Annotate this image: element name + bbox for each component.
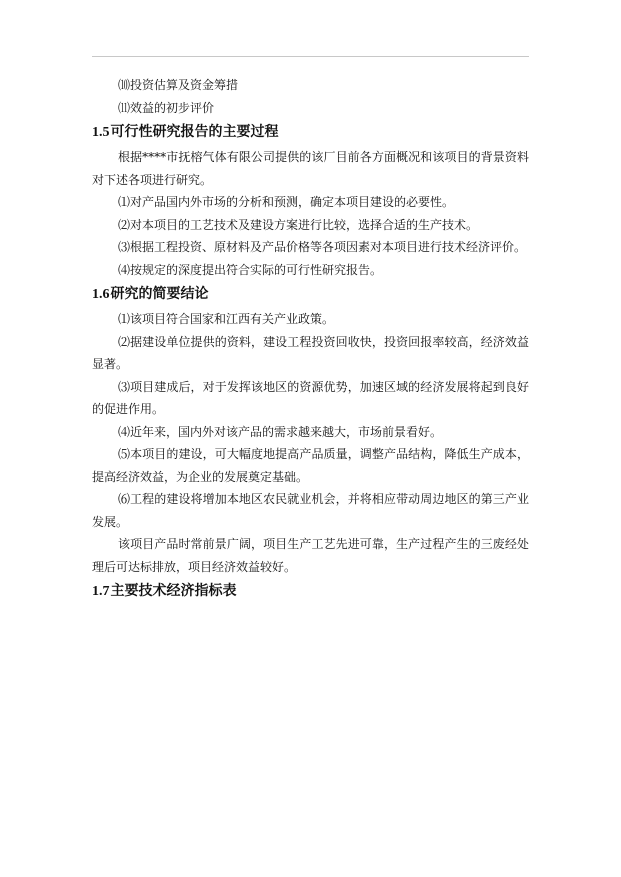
section-number: 1.7 xyxy=(92,584,110,599)
section-number: 1.5 xyxy=(92,125,110,140)
section-heading-1-7 xyxy=(92,578,529,605)
section-title: 主要技术经济指标表 xyxy=(110,583,237,599)
list-item: ⑷按规定的深度提出符合实际的可行性研究报告。 xyxy=(118,262,383,277)
document-body xyxy=(92,74,529,605)
list-item: ⑶项目建成后，对于发挥该地区的资源优势，加速区域的经济发展将起到良好的促进作用。 xyxy=(92,379,529,416)
section-heading-1-5 xyxy=(92,119,529,146)
list-item: ⑷近年来，国内外对该产品的需求越来越大，市场前景看好。 xyxy=(118,424,443,439)
list-item-11: ⑾效益的初步评价 xyxy=(118,100,215,115)
list-item: ⑶根据工程投资、原材料及产品价格等各项因素对本项目进行技术经济评价。 xyxy=(118,240,527,254)
section-number: 1.6 xyxy=(92,287,110,302)
header-rule xyxy=(92,56,529,57)
list-item: ⑴对产品国内外市场的分析和预测，确定本项目建设的必要性。 xyxy=(118,195,455,209)
list-item: ⑹工程的建设将增加本地区农民就业机会，并将相应带动周边地区的第三产业发展。 xyxy=(92,492,529,529)
list-item: ⑸本项目的建设，可大幅度地提高产品质量，调整产品结构，降低生产成本，提高经济效益，为企业的发展奠定基础。 xyxy=(92,447,529,484)
section-title: 可行性研究报告的主要过程 xyxy=(110,124,279,140)
section-heading-1-6 xyxy=(92,281,529,308)
list-item-10: ⑽投资估算及资金筹措 xyxy=(118,78,239,92)
section-intro: 根据****市抚榕气体有限公司提供的该厂目前各方面概况和该项目的背景资料对下述各项进行研究。 xyxy=(92,150,529,187)
list-item: ⑴该项目符合国家和江西有关产业政策。 xyxy=(118,312,335,326)
section-title: 研究的简要结论 xyxy=(110,286,209,302)
list-item: ⑵对本项目的工艺技术及建设方案进行比较，选择合适的生产技术。 xyxy=(118,217,479,232)
section-summary: 该项目产品时常前景广阔，项目生产工艺先进可靠，生产过程产生的三废经处理后可达标排放，项目经济效益较好。 xyxy=(92,537,529,574)
list-item: ⑵据建设单位提供的资料，建设工程投资回收快，投资回报率较高，经济效益显著。 xyxy=(92,334,529,371)
